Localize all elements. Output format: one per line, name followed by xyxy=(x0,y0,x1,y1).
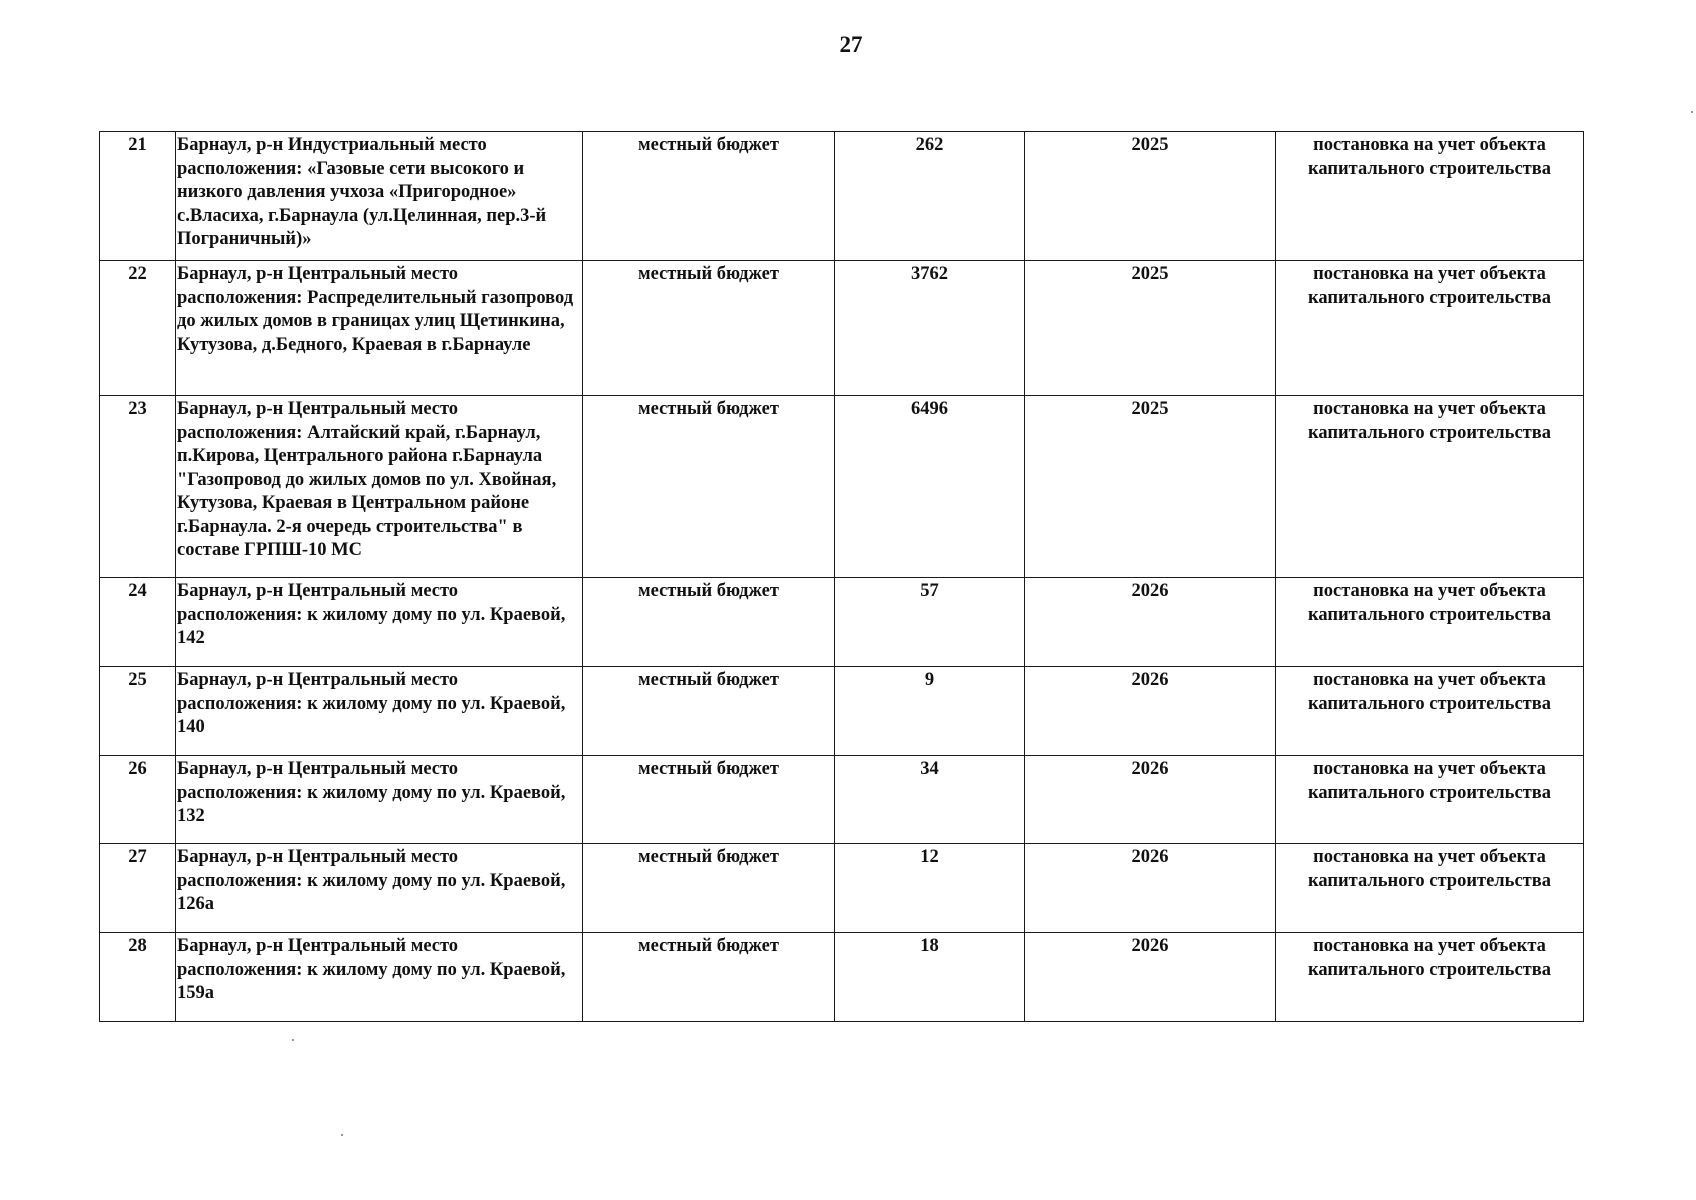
row-number: 21 xyxy=(100,132,176,261)
year-value: 2025 xyxy=(1025,261,1276,396)
funding-source: местный бюджет xyxy=(583,844,835,933)
table-row xyxy=(100,933,1584,1022)
object-description: Барнаул, р-н Центральный место расположения: к жилому дому по ул. Краевой, 140 xyxy=(176,667,583,756)
table-row xyxy=(100,261,1584,396)
table-row xyxy=(100,396,1584,578)
object-description: Барнаул, р-н Центральный место расположения: Алтайский край, г.Барнаул, п.Кирова, Центрального района г.Барнаула "Газопровод до жилых домов по ул. Хвойная, Кутузова, Краевая в Центральном районе г.Барнаула. 2-я очередь строительства" в составе ГРПШ-10 МС xyxy=(176,396,583,578)
row-number: 26 xyxy=(100,756,176,844)
amount-value: 6496 xyxy=(835,396,1025,578)
action-text: постановка на учет объекта капитального строительства xyxy=(1276,261,1584,396)
table-row xyxy=(100,844,1584,933)
year-value: 2026 xyxy=(1025,844,1276,933)
action-text: постановка на учет объекта капитального строительства xyxy=(1276,933,1584,1022)
funding-source: местный бюджет xyxy=(583,756,835,844)
action-text: постановка на учет объекта капитального строительства xyxy=(1276,132,1584,261)
scan-speck xyxy=(1691,111,1693,113)
funding-source: местный бюджет xyxy=(583,396,835,578)
amount-value: 18 xyxy=(835,933,1025,1022)
object-description: Барнаул, р-н Центральный место расположения: к жилому дому по ул. Краевой, 159а xyxy=(176,933,583,1022)
table-row xyxy=(100,667,1584,756)
year-value: 2025 xyxy=(1025,132,1276,261)
object-description: Барнаул, р-н Центральный место расположения: к жилому дому по ул. Краевой, 142 xyxy=(176,578,583,667)
amount-value: 12 xyxy=(835,844,1025,933)
funding-source: местный бюджет xyxy=(583,132,835,261)
amount-value: 57 xyxy=(835,578,1025,667)
action-text: постановка на учет объекта капитального строительства xyxy=(1276,756,1584,844)
amount-value: 9 xyxy=(835,667,1025,756)
year-value: 2026 xyxy=(1025,933,1276,1022)
object-description: Барнаул, р-н Индустриальный место расположения: «Газовые сети высокого и низкого давления учхоза «Пригородное» с.Власиха, г.Барнаула (ул.Целинная, пер.3-й Пограничный)» xyxy=(176,132,583,261)
funding-source: местный бюджет xyxy=(583,261,835,396)
year-value: 2025 xyxy=(1025,396,1276,578)
scan-speck xyxy=(341,1134,343,1136)
action-text: постановка на учет объекта капитального строительства xyxy=(1276,667,1584,756)
object-description: Барнаул, р-н Центральный место расположения: Распределительный газопровод до жилых домов в границах улиц Щетинкина, Кутузова, д.Бедного, Краевая в г.Барнауле xyxy=(176,261,583,396)
year-value: 2026 xyxy=(1025,756,1276,844)
amount-value: 34 xyxy=(835,756,1025,844)
amount-value: 262 xyxy=(835,132,1025,261)
action-text: постановка на учет объекта капитального строительства xyxy=(1276,578,1584,667)
amount-value: 3762 xyxy=(835,261,1025,396)
year-value: 2026 xyxy=(1025,578,1276,667)
year-value: 2026 xyxy=(1025,667,1276,756)
row-number: 24 xyxy=(100,578,176,667)
row-number: 25 xyxy=(100,667,176,756)
action-text: постановка на учет объекта капитального строительства xyxy=(1276,396,1584,578)
page-number: 27 xyxy=(839,32,863,57)
row-number: 27 xyxy=(100,844,176,933)
table-row xyxy=(100,132,1584,261)
row-number: 22 xyxy=(100,261,176,396)
object-description: Барнаул, р-н Центральный место расположения: к жилому дому по ул. Краевой, 126а xyxy=(176,844,583,933)
object-description: Барнаул, р-н Центральный место расположения: к жилому дому по ул. Краевой, 132 xyxy=(176,756,583,844)
action-text: постановка на учет объекта капитального строительства xyxy=(1276,844,1584,933)
objects-table xyxy=(99,131,1584,1022)
table-row xyxy=(100,756,1584,844)
funding-source: местный бюджет xyxy=(583,578,835,667)
funding-source: местный бюджет xyxy=(583,667,835,756)
scan-speck xyxy=(292,1039,294,1041)
row-number: 28 xyxy=(100,933,176,1022)
row-number: 23 xyxy=(100,396,176,578)
funding-source: местный бюджет xyxy=(583,933,835,1022)
table-row xyxy=(100,578,1584,667)
